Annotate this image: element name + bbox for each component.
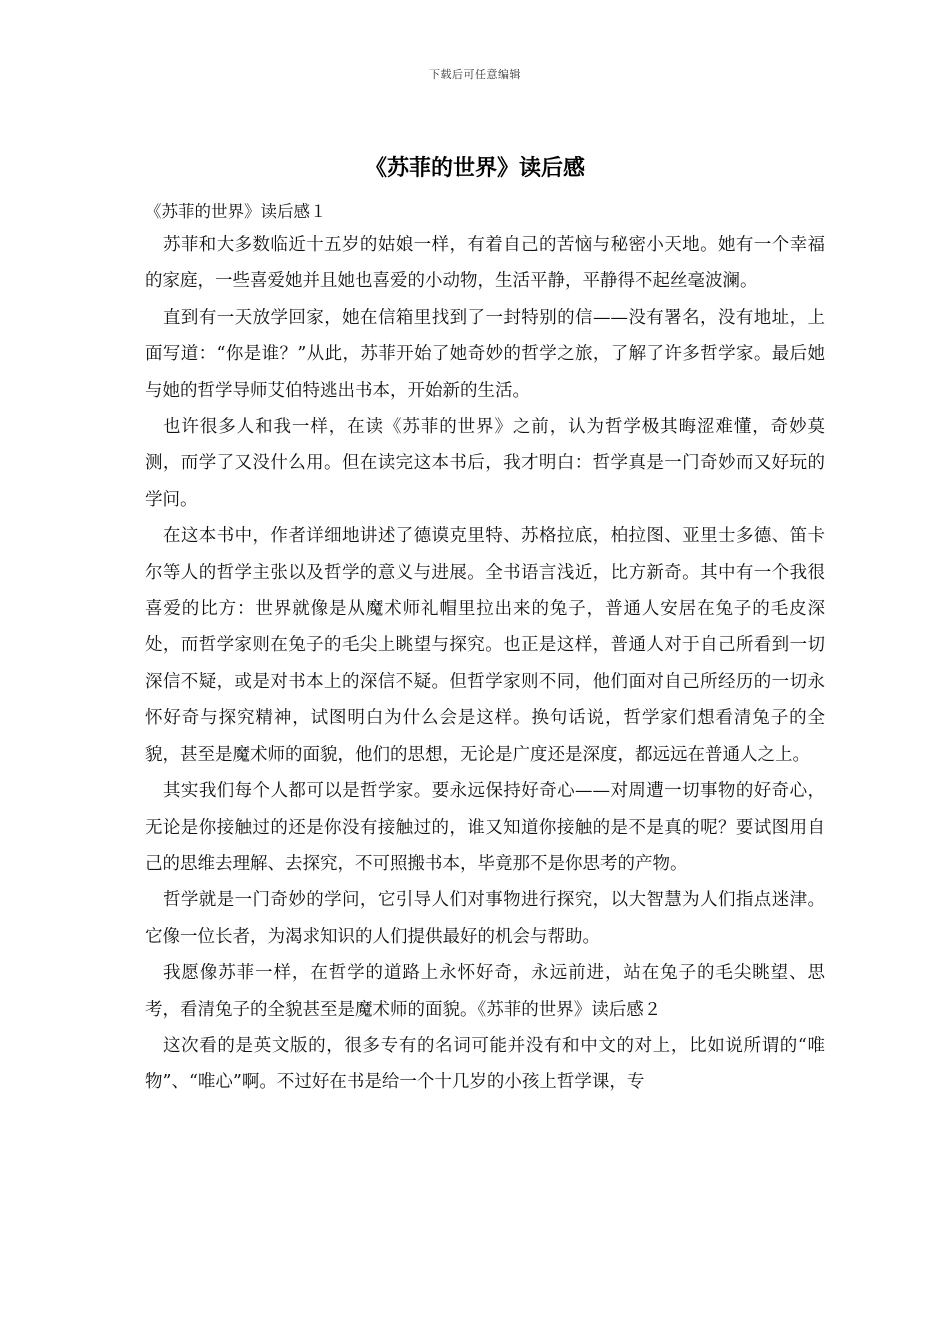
paragraph: 哲学就是一门奇妙的学问，它引导人们对事物进行探究，以大智慧为人们指点迷津。它像一位长者，为渴求知识的人们提供最好的机会与帮助。: [145, 890, 825, 947]
paragraph: 直到有一天放学回家，她在信箱里找到了一封特别的信——没有署名，没有地址，上面写道：“你是谁？”从此，苏菲开始了她奇妙的哲学之旅，了解了许多哲学家。最后她与她的哲学导师艾伯特逃出书本，开始新的生活。: [145, 307, 825, 401]
paragraph: 也许很多人和我一样，在读《苏菲的世界》之前，认为哲学极其晦涩难懂，奇妙莫测，而学了又没什么用。但在读完这本书后，我才明白：哲学真是一门奇妙而又好玩的学问。: [145, 417, 825, 510]
paragraph: 苏菲和大多数临近十五岁的姑娘一样，有着自己的苦恼与秘密小天地。她有一个幸福的家庭，一些喜爱她并且她也喜爱的小动物，生活平静，平静得不起丝毫波澜。: [145, 235, 825, 292]
paragraph: 这次看的是英文版的，很多专有的名词可能并没有和中文的对上，比如说所谓的“唯物”、“唯心”啊。不过好在书是给一个十几岁的小孩上哲学课，专: [145, 1035, 825, 1093]
section-subtitle: 《苏菲的世界》读后感１: [145, 202, 327, 221]
document-title: 《苏菲的世界》读后感: [364, 155, 585, 181]
document-body: [145, 227, 825, 1101]
paragraph: 其实我们每个人都可以是哲学家。要永远保持好奇心——对周遭一切事物的好奇心，无论是你接触过的还是你没有接触过的，谁又知道你接触的是不是真的呢？要试图用自己的思维去理解、去探究，不可照搬书本，毕竟那不是你思考的产物。: [145, 781, 825, 874]
header-note: 下载后可任意编辑: [429, 68, 521, 81]
paragraph: 我愿像苏菲一样，在哲学的道路上永怀好奇，永远前进，站在兔子的毛尖眺望、思考，看清兔子的全貌甚至是魔术师的面貌。《苏菲的世界》读后感２: [145, 963, 825, 1020]
paragraph: 在这本书中，作者详细地讲述了德谟克里特、苏格拉底，柏拉图、亚里士多德、笛卡尔等人的哲学主张以及哲学的意义与进展。全书语言浅近，比方新奇。其中有一个我很喜爱的比方：世界就像是从魔术师礼帽里拉出来的兔子，普通人安居在兔子的毛皮深处，而哲学家则在兔子的毛尖上眺望与探究。也正是这样，普通人对于自己所看到一切深信不疑，或是对书本上的深信不疑。但哲学家则不同，他们面对自己所经历的一切永怀好奇与探究精神，试图明白为什么会是这样。换句话说，哲学家们想看清兔子的全貌，甚至是魔术师的面貌，他们的思想，无论是广度还是深度，都远远在普通人之上。: [145, 526, 825, 765]
